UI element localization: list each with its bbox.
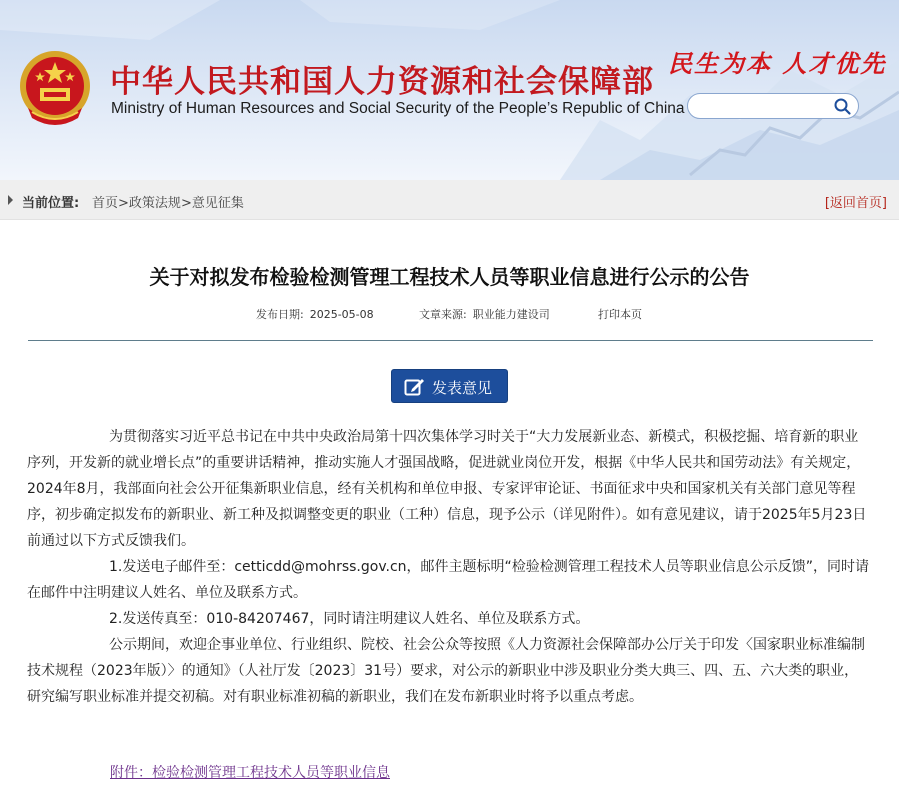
article-paragraph: 1.发送电子邮件至：cetticdd@mohrss.gov.cn，邮件主题标明“检验检测管理工程技术人员等职业信息公示反馈”，同时请在邮件中注明建议人姓名、单位及联系方式。 [27,559,870,601]
search-icon[interactable] [833,97,852,116]
breadcrumb-separator: > [118,196,129,211]
site-title-en: Ministry of Human Resources and Social Security of the People’s Republic of China [111,100,685,117]
attachment-link[interactable]: 附件：检验检测管理工程技术人员等职业信息 [110,765,390,781]
article-source [419,306,550,322]
article-title: 关于对拟发布检验检测管理工程技术人员等职业信息进行公示的公告 [149,265,750,289]
breadcrumb-trail [92,192,244,211]
breadcrumb-policy[interactable]: 政策法规 [128,196,181,211]
source-label: 文章来源: [419,308,467,321]
publish-date-value: 2025-05-08 [309,308,374,321]
back-home-link[interactable]: [返回首页] [824,196,887,211]
publish-date-label: 发布日期: [256,308,304,321]
national-emblem-icon [18,48,92,128]
article-paragraph: 公示期间，欢迎企事业单位、行业组织、院校、社会公众等按照《人力资源社会保障部办公厅关于印发〈国家职业标准编制技术规程（2023年版）〉的通知》（人社厅发〔2023〕31号）要求，对公示的新职业中涉及职业分类大典三、四、五、六大类的职业，研究编写职业标准并提交初稿。对有职业标准初稿的新职业，我们在发布新职业时将予以重点考虑。 [27,637,865,705]
breadcrumb [0,180,899,220]
article-paragraph: 2.发送传真至：010-84207467，同时请注明建议人姓名、单位及联系方式。 [109,611,590,627]
site-header [0,0,899,180]
article-body [27,424,872,710]
comment-button[interactable] [391,369,508,403]
comment-button-label: 发表意见 [432,379,493,397]
article-meta [0,306,899,322]
breadcrumb-label: 当前位置: [22,196,80,211]
search-box [687,93,859,119]
breadcrumb-home[interactable]: 首页 [92,196,119,211]
edit-icon [404,377,425,397]
triangle-right-icon [8,195,13,205]
article-paragraph: 为贯彻落实习近平总书记在中共中央政治局第十四次集体学习时关于“大力发展新业态、新模式，积极挖掘、培育新的职业序列，开发新的就业增长点”的重要讲话精神，推动实施人才强国战略，促进就业岗位开发，根据《中华人民共和国劳动法》有关规定，2024年8月，我部面向社会公开征集新职业信息，经有关机构和单位申报、专家评审论证、书面征求中央和国家机关有关部门意见等程序，初步确定拟发布的新职业、新工种及拟调整变更的职业（工种）信息，现予公示（详见附件）。如有意见建议，请于2025年5月23日前通过以下方式反馈我们。 [27,429,867,549]
search-input[interactable] [698,98,828,115]
print-link[interactable]: 打印本页 [598,308,642,321]
source-value: 职业能力建设司 [472,308,550,321]
breadcrumb-opinion[interactable]: 意见征集 [191,196,244,211]
divider [28,340,873,341]
publish-date [256,306,374,322]
breadcrumb-separator: > [180,196,192,211]
site-title-cn: 中华人民共和国人力资源和社会保障部 [110,64,654,100]
site-slogan: 民生为本 人才优先 [668,49,887,78]
